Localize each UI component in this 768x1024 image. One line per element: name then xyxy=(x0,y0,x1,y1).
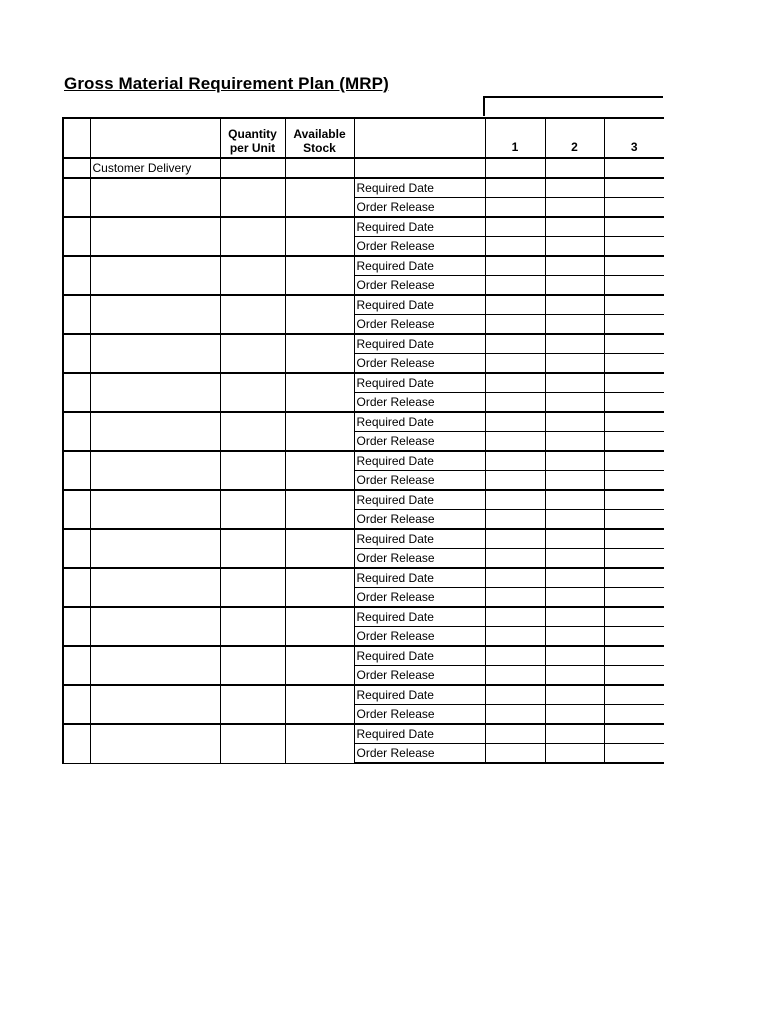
item-name-cell[interactable] xyxy=(90,568,220,607)
period-cell[interactable] xyxy=(545,237,604,257)
quantity-cell[interactable] xyxy=(220,178,285,217)
period-cell[interactable] xyxy=(545,354,604,374)
period-cell[interactable] xyxy=(545,393,604,413)
item-row-required xyxy=(63,685,664,705)
stock-cell[interactable] xyxy=(285,334,354,373)
period-cell[interactable] xyxy=(545,685,604,705)
stock-cell[interactable] xyxy=(285,373,354,412)
period-cell[interactable] xyxy=(485,315,545,335)
period-cell[interactable] xyxy=(545,549,604,569)
period-cell[interactable] xyxy=(545,295,604,315)
period-cell[interactable] xyxy=(604,354,664,374)
item-name-cell[interactable] xyxy=(90,412,220,451)
period-cell[interactable] xyxy=(545,529,604,549)
stock-cell[interactable] xyxy=(285,529,354,568)
period-cell[interactable] xyxy=(485,607,545,627)
required-date-label: Required Date xyxy=(354,451,485,471)
period-cell[interactable] xyxy=(485,295,545,315)
customer-delivery-row xyxy=(63,158,664,178)
order-release-label: Order Release xyxy=(354,315,485,335)
period-cell[interactable] xyxy=(604,217,664,237)
quantity-cell[interactable] xyxy=(220,529,285,568)
period-cell[interactable] xyxy=(545,588,604,608)
stock-cell[interactable] xyxy=(285,490,354,529)
item-row-required xyxy=(63,295,664,315)
period-cell[interactable] xyxy=(604,588,664,608)
order-release-label: Order Release xyxy=(354,549,485,569)
period-cell[interactable] xyxy=(485,354,545,374)
item-row-required xyxy=(63,646,664,666)
item-name-cell[interactable] xyxy=(90,256,220,295)
period-cell[interactable] xyxy=(545,412,604,432)
item-name-cell[interactable] xyxy=(90,646,220,685)
stock-cell[interactable] xyxy=(285,295,354,334)
period-cell[interactable] xyxy=(604,256,664,276)
required-date-label: Required Date xyxy=(354,334,485,354)
order-release-label: Order Release xyxy=(354,510,485,530)
header-period-1: 1 xyxy=(485,118,545,158)
period-cell[interactable] xyxy=(604,646,664,666)
customer-delivery-label: Customer Delivery xyxy=(90,158,220,178)
period-cell[interactable] xyxy=(545,471,604,491)
item-index-cell[interactable] xyxy=(63,373,90,412)
required-date-label: Required Date xyxy=(354,685,485,705)
period-cell[interactable] xyxy=(545,334,604,354)
quantity-cell[interactable] xyxy=(220,217,285,256)
period-cell[interactable] xyxy=(604,666,664,686)
item-index-cell[interactable] xyxy=(63,178,90,217)
period-cell[interactable] xyxy=(604,178,664,198)
period-cell[interactable] xyxy=(485,588,545,608)
period-cell[interactable] xyxy=(545,724,604,744)
item-index-cell[interactable] xyxy=(63,607,90,646)
quantity-cell[interactable] xyxy=(220,490,285,529)
period-cell[interactable] xyxy=(545,217,604,237)
header-period-3: 3 xyxy=(604,118,664,158)
quantity-cell[interactable] xyxy=(220,295,285,334)
period-cell[interactable] xyxy=(485,705,545,725)
cell[interactable] xyxy=(604,158,664,178)
period-cell[interactable] xyxy=(604,412,664,432)
required-date-label: Required Date xyxy=(354,295,485,315)
item-index-cell[interactable] xyxy=(63,685,90,724)
cell[interactable] xyxy=(220,158,285,178)
header-quantity-per-unit: Quantity per Unit xyxy=(220,118,285,158)
item-row-required xyxy=(63,373,664,393)
period-cell[interactable] xyxy=(604,529,664,549)
order-release-label: Order Release xyxy=(354,393,485,413)
period-cell[interactable] xyxy=(545,705,604,725)
stock-cell[interactable] xyxy=(285,178,354,217)
order-release-label: Order Release xyxy=(354,666,485,686)
period-cell[interactable] xyxy=(485,217,545,237)
period-cell[interactable] xyxy=(545,373,604,393)
header-row xyxy=(63,118,664,158)
order-release-label: Order Release xyxy=(354,276,485,296)
period-cell[interactable] xyxy=(604,373,664,393)
order-release-label: Order Release xyxy=(354,627,485,647)
period-cell[interactable] xyxy=(604,432,664,452)
period-cell[interactable] xyxy=(604,510,664,530)
period-cell[interactable] xyxy=(545,607,604,627)
item-row-required xyxy=(63,217,664,237)
required-date-label: Required Date xyxy=(354,490,485,510)
period-cell[interactable] xyxy=(604,724,664,744)
period-cell[interactable] xyxy=(485,393,545,413)
order-release-label: Order Release xyxy=(354,744,485,764)
period-cell[interactable] xyxy=(485,568,545,588)
period-cell[interactable] xyxy=(604,568,664,588)
item-row-required xyxy=(63,607,664,627)
required-date-label: Required Date xyxy=(354,568,485,588)
period-cell[interactable] xyxy=(545,744,604,764)
period-cell[interactable] xyxy=(604,451,664,471)
item-index-cell[interactable] xyxy=(63,490,90,529)
period-cell[interactable] xyxy=(485,276,545,296)
period-cell[interactable] xyxy=(604,237,664,257)
quantity-cell[interactable] xyxy=(220,373,285,412)
required-date-label: Required Date xyxy=(354,646,485,666)
cell[interactable] xyxy=(354,158,485,178)
period-cell[interactable] xyxy=(545,451,604,471)
period-cell[interactable] xyxy=(485,198,545,218)
period-cell[interactable] xyxy=(485,256,545,276)
period-cell[interactable] xyxy=(545,315,604,335)
item-name-cell[interactable] xyxy=(90,490,220,529)
stock-cell[interactable] xyxy=(285,412,354,451)
item-name-cell[interactable] xyxy=(90,607,220,646)
period-cell[interactable] xyxy=(545,198,604,218)
period-cell[interactable] xyxy=(545,510,604,530)
period-cell[interactable] xyxy=(485,510,545,530)
period-cell[interactable] xyxy=(604,627,664,647)
item-row-required xyxy=(63,529,664,549)
item-index-cell[interactable] xyxy=(63,724,90,763)
order-release-label: Order Release xyxy=(354,432,485,452)
period-cell[interactable] xyxy=(485,549,545,569)
period-cell[interactable] xyxy=(485,490,545,510)
period-cell[interactable] xyxy=(604,744,664,764)
required-date-label: Required Date xyxy=(354,217,485,237)
required-date-label: Required Date xyxy=(354,256,485,276)
mrp-table xyxy=(62,117,664,764)
period-cell[interactable] xyxy=(604,685,664,705)
period-cell[interactable] xyxy=(604,334,664,354)
period-cell[interactable] xyxy=(604,471,664,491)
period-cell[interactable] xyxy=(545,276,604,296)
item-name-cell[interactable] xyxy=(90,724,220,763)
item-name-cell[interactable] xyxy=(90,373,220,412)
item-index-cell[interactable] xyxy=(63,256,90,295)
period-cell[interactable] xyxy=(485,646,545,666)
item-row-required xyxy=(63,178,664,198)
item-name-cell[interactable] xyxy=(90,451,220,490)
order-release-label: Order Release xyxy=(354,237,485,257)
header-blank-index xyxy=(63,118,90,158)
period-cell[interactable] xyxy=(545,627,604,647)
cell[interactable] xyxy=(545,158,604,178)
period-cell[interactable] xyxy=(485,685,545,705)
header-blank-item xyxy=(90,118,220,158)
order-release-label: Order Release xyxy=(354,588,485,608)
period-cell[interactable] xyxy=(485,412,545,432)
cell[interactable] xyxy=(485,158,545,178)
period-cell[interactable] xyxy=(604,393,664,413)
stock-cell[interactable] xyxy=(285,607,354,646)
stock-cell[interactable] xyxy=(285,724,354,763)
period-cell[interactable] xyxy=(604,276,664,296)
stock-cell[interactable] xyxy=(285,568,354,607)
required-date-label: Required Date xyxy=(354,607,485,627)
order-release-label: Order Release xyxy=(354,198,485,218)
stock-cell[interactable] xyxy=(285,256,354,295)
period-cell[interactable] xyxy=(485,373,545,393)
item-index-cell[interactable] xyxy=(63,568,90,607)
period-cell[interactable] xyxy=(604,295,664,315)
period-cell[interactable] xyxy=(485,744,545,764)
item-name-cell[interactable] xyxy=(90,217,220,256)
cell[interactable] xyxy=(63,158,90,178)
item-name-cell[interactable] xyxy=(90,334,220,373)
period-cell[interactable] xyxy=(604,315,664,335)
order-release-label: Order Release xyxy=(354,705,485,725)
period-cell[interactable] xyxy=(485,432,545,452)
quantity-cell[interactable] xyxy=(220,646,285,685)
stock-cell[interactable] xyxy=(285,217,354,256)
period-cell[interactable] xyxy=(485,178,545,198)
quantity-cell[interactable] xyxy=(220,451,285,490)
item-index-cell[interactable] xyxy=(63,295,90,334)
stock-cell[interactable] xyxy=(285,646,354,685)
quantity-cell[interactable] xyxy=(220,685,285,724)
quantity-cell[interactable] xyxy=(220,334,285,373)
period-cell[interactable] xyxy=(604,705,664,725)
item-row-required xyxy=(63,451,664,471)
item-row-required xyxy=(63,412,664,432)
period-cell[interactable] xyxy=(545,432,604,452)
period-cell[interactable] xyxy=(545,666,604,686)
header-period-2: 2 xyxy=(545,118,604,158)
header-available-stock: Available Stock xyxy=(285,118,354,158)
item-index-cell[interactable] xyxy=(63,529,90,568)
item-row-required xyxy=(63,724,664,744)
period-cell[interactable] xyxy=(485,666,545,686)
period-cell[interactable] xyxy=(604,490,664,510)
item-row-required xyxy=(63,490,664,510)
item-row-required xyxy=(63,256,664,276)
quantity-cell[interactable] xyxy=(220,256,285,295)
order-release-label: Order Release xyxy=(354,471,485,491)
period-header-bracket xyxy=(483,96,663,116)
required-date-label: Required Date xyxy=(354,724,485,744)
item-index-cell[interactable] xyxy=(63,412,90,451)
stock-cell[interactable] xyxy=(285,451,354,490)
item-name-cell[interactable] xyxy=(90,178,220,217)
item-index-cell[interactable] xyxy=(63,217,90,256)
period-cell[interactable] xyxy=(485,724,545,744)
item-name-cell[interactable] xyxy=(90,685,220,724)
quantity-cell[interactable] xyxy=(220,607,285,646)
period-cell[interactable] xyxy=(604,198,664,218)
item-index-cell[interactable] xyxy=(63,334,90,373)
period-cell[interactable] xyxy=(485,451,545,471)
period-cell[interactable] xyxy=(604,607,664,627)
item-row-required xyxy=(63,334,664,354)
stock-cell[interactable] xyxy=(285,685,354,724)
period-cell[interactable] xyxy=(485,627,545,647)
quantity-cell[interactable] xyxy=(220,724,285,763)
item-index-cell[interactable] xyxy=(63,451,90,490)
period-cell[interactable] xyxy=(485,237,545,257)
item-row-required xyxy=(63,568,664,588)
required-date-label: Required Date xyxy=(354,178,485,198)
period-cell[interactable] xyxy=(485,529,545,549)
page-title: Gross Material Requirement Plan (MRP) xyxy=(64,74,389,93)
quantity-cell[interactable] xyxy=(220,568,285,607)
required-date-label: Required Date xyxy=(354,529,485,549)
item-name-cell[interactable] xyxy=(90,295,220,334)
quantity-cell[interactable] xyxy=(220,412,285,451)
period-cell[interactable] xyxy=(545,646,604,666)
period-cell[interactable] xyxy=(485,471,545,491)
item-index-cell[interactable] xyxy=(63,646,90,685)
item-name-cell[interactable] xyxy=(90,529,220,568)
period-cell[interactable] xyxy=(545,256,604,276)
period-cell[interactable] xyxy=(545,178,604,198)
period-cell[interactable] xyxy=(545,568,604,588)
cell[interactable] xyxy=(285,158,354,178)
required-date-label: Required Date xyxy=(354,373,485,393)
required-date-label: Required Date xyxy=(354,412,485,432)
period-cell[interactable] xyxy=(485,334,545,354)
order-release-label: Order Release xyxy=(354,354,485,374)
period-cell[interactable] xyxy=(604,549,664,569)
period-cell[interactable] xyxy=(545,490,604,510)
header-blank-label xyxy=(354,118,485,158)
